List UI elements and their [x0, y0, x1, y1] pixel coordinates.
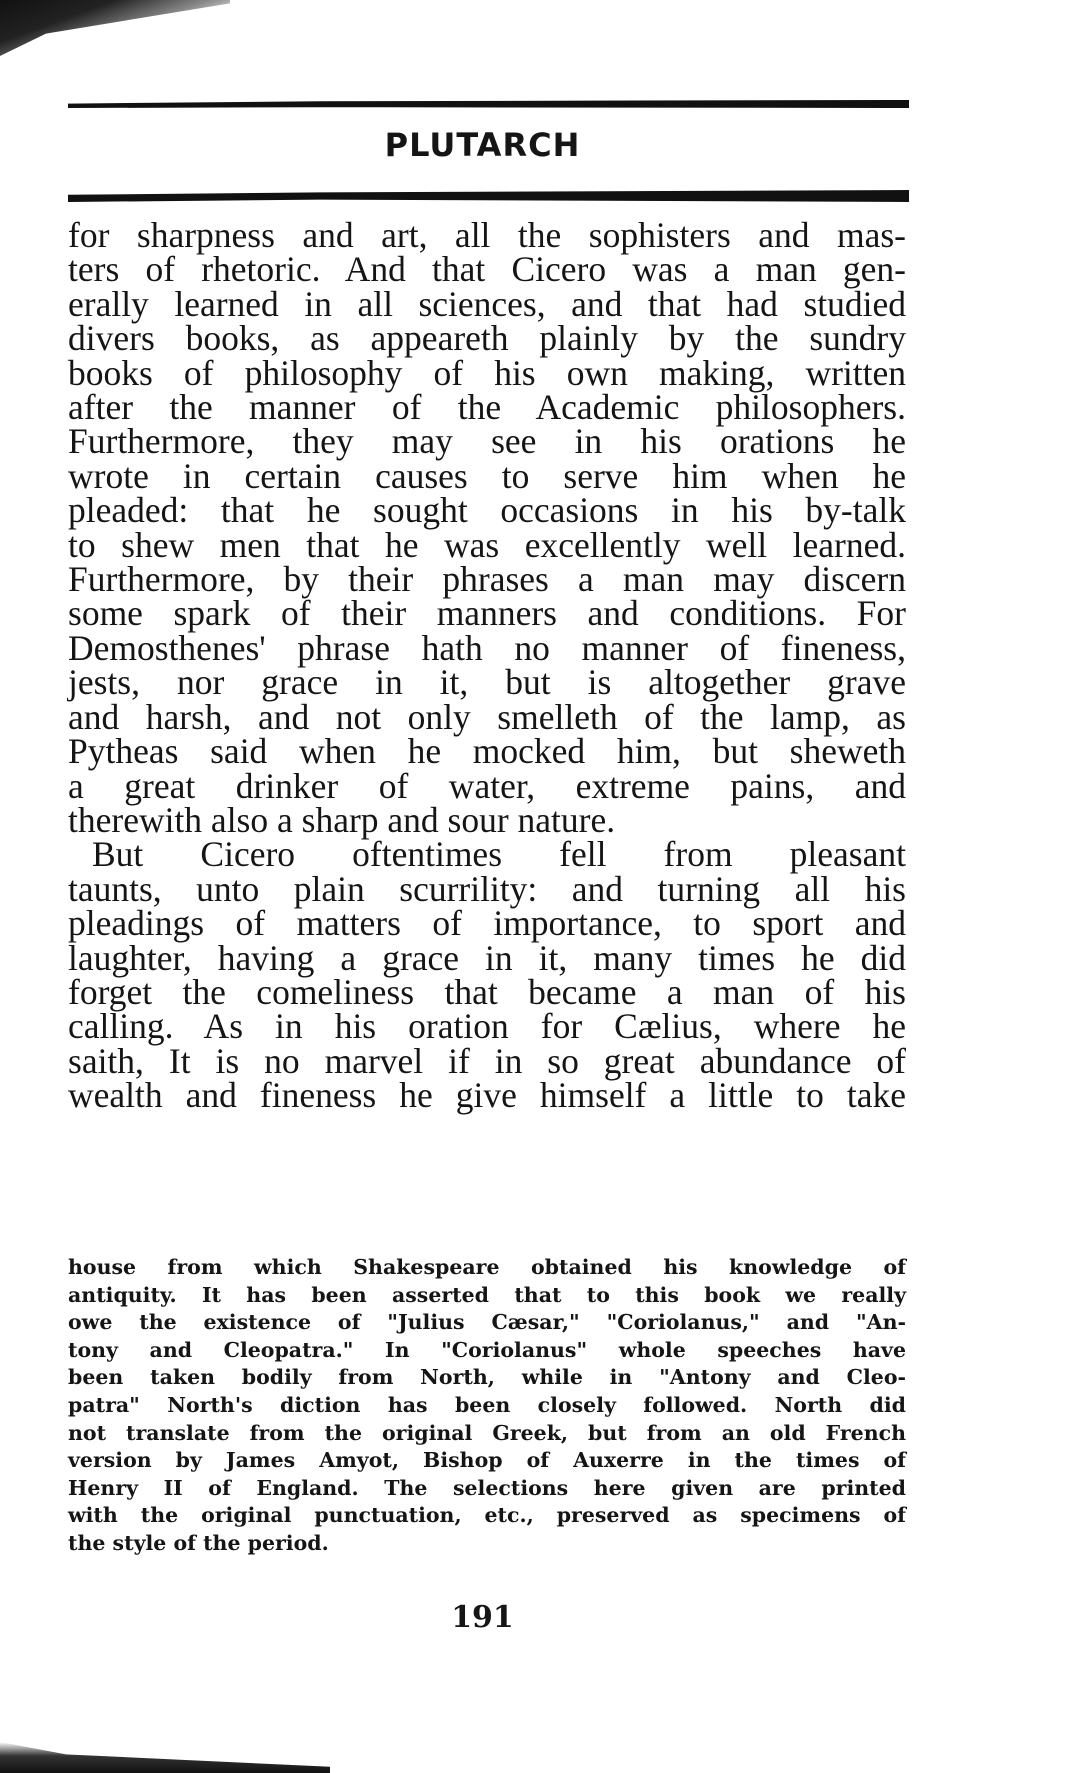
body-line: and harsh, and not only smelleth of the lamp, as [68, 696, 906, 737]
body-line: therewith also a sharp and sour nature. [68, 799, 616, 840]
footnote-line: version by James Amyot, Bishop of Auxerre in the times of [68, 1448, 906, 1473]
footnote-line: with the original punctuation, etc., preserved as specimens of [68, 1503, 906, 1528]
body-line: forget the comeliness that became a man of his [68, 971, 906, 1012]
footnote-line: owe the existence of "Julius Cæsar," "Coriolanus," and "An- [68, 1310, 906, 1335]
page-number: 191 [451, 1600, 514, 1635]
body-line: laughter, having a grace in it, many times he did [68, 937, 906, 978]
footnote-line: house from which Shakespeare obtained his knowledge of [68, 1255, 906, 1279]
body-line: wealth and fineness he give himself a little to take [68, 1075, 906, 1116]
body-line: books of philosophy of his own making, written [68, 352, 906, 393]
page-corner-shadow [0, 0, 230, 56]
body-line: divers books, as appeareth plainly by the sundry [68, 318, 906, 359]
header-rule-top [68, 100, 909, 108]
body-line: pleaded: that he sought occasions in his by-talk [68, 490, 906, 531]
body-line: Furthermore, by their phrases a man may discern [68, 559, 906, 600]
body-line: Demosthenes' phrase hath no manner of fineness, [68, 627, 906, 668]
body-line: taunts, unto plain scurrility: and turning all his [68, 868, 906, 909]
body-line: Furthermore, they may see in his orations he [68, 421, 906, 462]
body-line: for sharpness and art, all the sophisters and mas- [68, 215, 906, 255]
footnote [68, 1254, 906, 1558]
body-line: to shew men that he was excellently well learned. [68, 524, 906, 565]
footnote-line: antiquity. It has been asserted that to this book we really [68, 1282, 906, 1307]
body-line: some spark of their manners and conditions. For [68, 593, 906, 634]
footnote-line: Henry II of England. The selections here given are printed [68, 1475, 906, 1500]
body-line: after the manner of the Academic philosophers. [68, 387, 906, 428]
body-line: wrote in certain causes to serve him when he [68, 455, 906, 496]
body-line: a great drinker of water, extreme pains, and [68, 765, 906, 806]
footnote-line: the style of the period. [68, 1530, 329, 1555]
body-line: calling. As in his oration for Cælius, where he [68, 1006, 906, 1047]
body-line: erally learned in all sciences, and that had studied [68, 283, 906, 324]
body-line: pleadings of matters of importance, to sport and [68, 903, 906, 944]
running-head: PLUTARCH [384, 126, 581, 164]
body-line: But Cicero oftentimes fell from pleasant [92, 834, 906, 875]
body-line: ters of rhetoric. And that Cicero was a man gen- [68, 249, 906, 290]
body-line: jests, nor grace in it, but is altogether grave [68, 662, 906, 703]
body-text [68, 215, 906, 1116]
footnote-line: not translate from the original Greek, but from an old French [68, 1420, 906, 1445]
header-rule-bottom [68, 190, 909, 202]
footnote-line: tony and Cleopatra." In "Coriolanus" whole speeches have [68, 1337, 906, 1362]
body-line: Pytheas said when he mocked him, but sheweth [68, 731, 906, 772]
footnote-line: been taken bodily from North, while in "Antony and Cleo- [68, 1365, 906, 1390]
body-line: saith, It is no marvel if in so great abundance of [68, 1040, 906, 1081]
page-bottom-shadow [0, 1742, 330, 1773]
footnote-line: patra" North's diction has been closely followed. North did [68, 1392, 906, 1417]
